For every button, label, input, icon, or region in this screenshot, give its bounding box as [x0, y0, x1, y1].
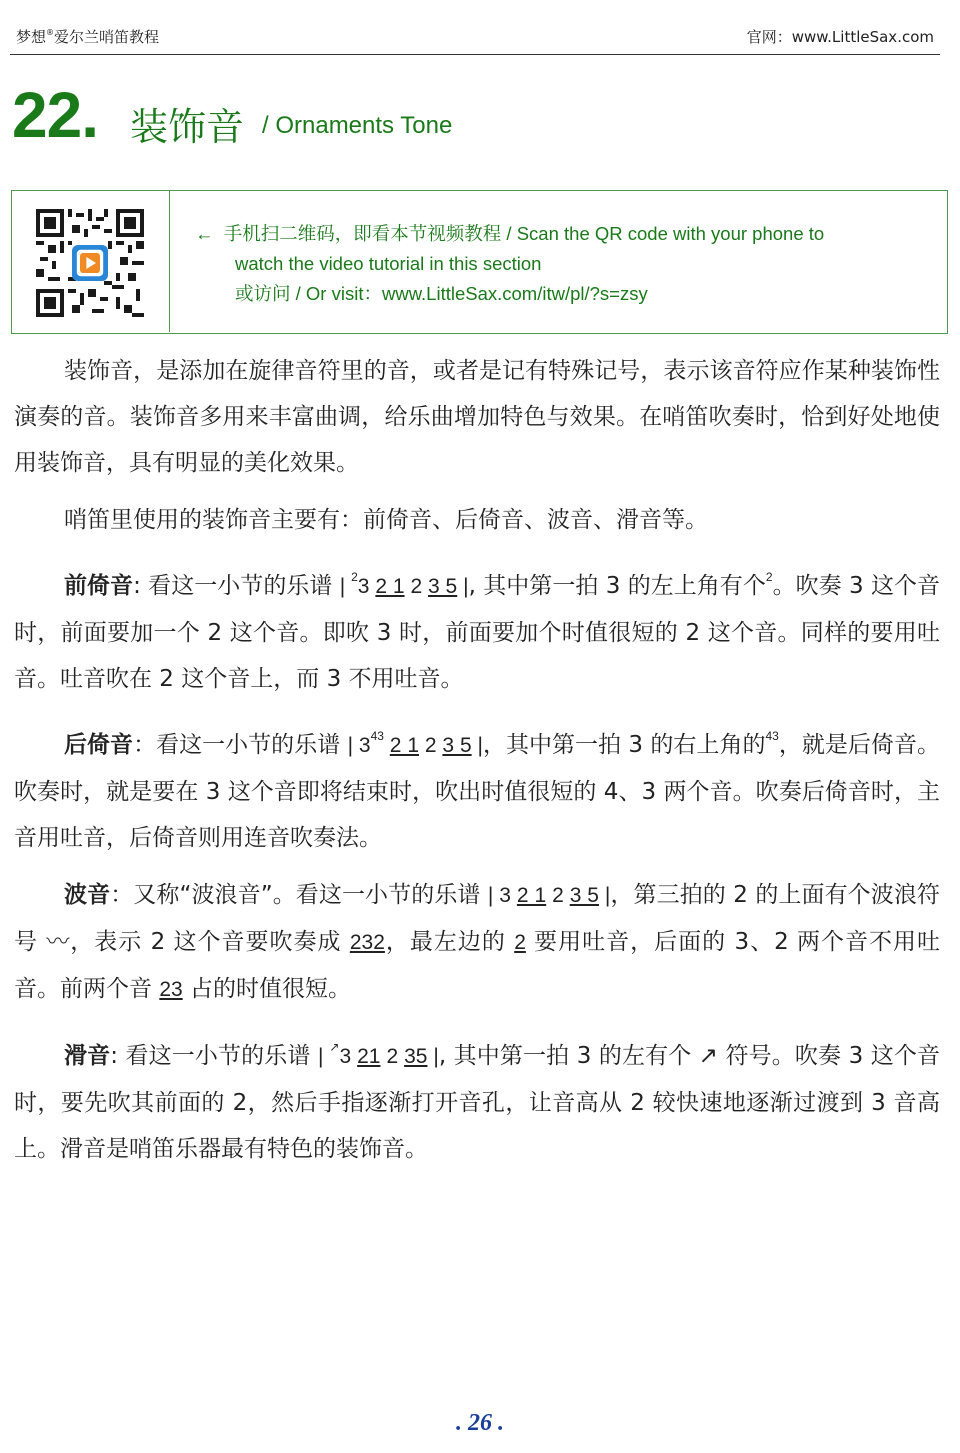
barline: | — [433, 1045, 439, 1068]
note: 2 — [386, 1045, 399, 1068]
note-group: 3 5 — [442, 734, 472, 757]
barline: | — [604, 884, 611, 907]
p6-text-c: 符号。吹奏 3 这个音时，要先吹其前面的 2，然后手指逐渐打开音孔，让音高从 2 较快速地逐渐过渡到 3 音高上。滑音是哨笛乐器最有特色的装饰音。 — [14, 1043, 940, 1162]
p5-text-a: ：又称“波浪音”。看这一小节的乐谱 — [110, 882, 488, 908]
barline: | — [463, 575, 469, 598]
qr-panel — [11, 190, 948, 334]
paragraph-mordent — [14, 872, 940, 1013]
chapter-title-en: / Ornaments Tone — [262, 112, 453, 139]
note: 2 — [514, 931, 526, 954]
grace-mark: 2 — [765, 570, 773, 584]
note: 3 — [358, 734, 371, 757]
barline: | — [487, 884, 494, 907]
p4-text-c: ，就是后倚音。吹奏时，就是要在 3 这个音即将结束时，吹出时值很短的 4、3 两个音。吹奏后倚音时，主音用吐音，后倚音则用连音吹奏法。 — [14, 732, 940, 851]
term-mordent: 波音 — [64, 882, 111, 908]
wave-icon: 〰 — [46, 929, 70, 955]
note-group: 21 — [357, 1045, 381, 1068]
term-glide: 滑音 — [64, 1043, 111, 1069]
note-group: 23 — [159, 978, 183, 1001]
paragraph-appoggiatura — [14, 554, 940, 702]
note-group: 3 5 — [428, 575, 458, 598]
p5-text-e: 要用吐音，后面的 3、2 两个音不用吐音。前两个音 — [14, 929, 941, 1002]
chapter-title — [12, 78, 942, 158]
page-number: . 26 . — [456, 1410, 504, 1436]
p4-text-a: ：看这一小节的乐谱 — [133, 732, 348, 758]
p5-text-d: ，最左边的 — [384, 929, 515, 955]
note: 3 — [339, 1045, 352, 1068]
notation-bar-1 — [339, 570, 469, 598]
qr-line-3[interactable]: 或访问 / Or visit：www.LittleSax.com/itw/pl/?s=zsy — [235, 283, 648, 304]
barline: | — [339, 575, 346, 598]
p3-text-c: 。吹奏 3 这个音时，前面要加一个 2 这个音。即吹 3 时，前面要加个时值很短的 2 这个音。同样的要用吐音。吐音吹在 2 这个音上，而 3 不用吐音。 — [14, 573, 941, 692]
chapter-title-cn: 装饰音 — [130, 105, 245, 149]
qr-instructions — [195, 219, 945, 309]
qr-line-1-text: 手机扫二维码，即看本节视频教程 / Scan the QR code with your phone to — [223, 223, 825, 244]
p5-text-c: ，表示 2 这个音要吹奏成 — [69, 929, 350, 955]
page-header — [10, 22, 940, 55]
note-group: 3 5 — [569, 884, 599, 907]
content-body — [14, 348, 940, 1183]
barline: | — [317, 1045, 324, 1068]
left-arrow-icon: ← — [195, 223, 214, 244]
barline: | — [477, 734, 483, 757]
glide-arrow-icon: ↗ — [698, 1043, 719, 1069]
p4-text-b: ，其中第一拍 3 的右上角的 — [482, 732, 766, 758]
paragraph-intro: 装饰音，是添加在旋律音符里的音，或者是记有特殊记号，表示该音符应作某种装饰性演奏的音。装饰音多用来丰富曲调，给乐曲增加特色与效果。在哨笛吹奏时，恰到好处地使用装饰音，具有明显的美化效果。 — [14, 358, 940, 476]
qr-cell — [12, 191, 170, 332]
paragraph-types: 哨笛里使用的装饰音主要有：前倚音、后倚音、波音、滑音等。 — [64, 507, 708, 533]
note-group: 2 1 — [516, 884, 547, 907]
qr-line-2: watch the video tutorial in this section — [235, 253, 542, 274]
brand-title — [16, 26, 159, 47]
qr-line-1 — [195, 219, 945, 249]
notation-bar-3 — [488, 884, 610, 907]
note: 2 — [424, 734, 437, 757]
note-group: 2 1 — [389, 734, 420, 757]
grace-note: 43 — [370, 729, 384, 743]
p3-text-a: : 看这一小节的乐谱 — [133, 573, 340, 599]
note: 3 — [357, 575, 370, 598]
brand-prefix: 梦想 — [16, 28, 47, 46]
p3-text-b: , 其中第一拍 3 的左上角有个 — [468, 573, 766, 599]
note: 2 — [410, 575, 423, 598]
p5-text-f: 占的时值很短。 — [182, 976, 351, 1002]
slide-arrow-icon: ↗ — [329, 1040, 340, 1054]
barline: | — [347, 734, 354, 757]
paragraph-after-grace — [14, 713, 940, 861]
note-group: 35 — [404, 1045, 428, 1068]
registered-mark: ® — [46, 28, 55, 37]
note-group: 2 1 — [375, 575, 405, 598]
term-appoggiatura: 前倚音 — [64, 573, 134, 599]
site-url[interactable]: 官网：www.LittleSax.com — [746, 28, 934, 46]
notation-bar-2 — [347, 729, 483, 757]
note: 2 — [552, 884, 564, 907]
p6-text-a: : 看这一小节的乐谱 — [110, 1043, 318, 1069]
brand-suffix: 爱尔兰哨笛教程 — [54, 28, 160, 46]
grace-note: 2 — [351, 570, 358, 584]
qr-code-icon[interactable] — [36, 209, 144, 317]
chapter-number: 22. — [12, 79, 98, 151]
term-after-grace: 后倚音 — [64, 732, 134, 758]
note: 3 — [499, 884, 511, 907]
p6-text-b: , 其中第一拍 3 的左有个 — [438, 1043, 699, 1069]
paragraph-glide — [14, 1024, 940, 1172]
notation-bar-4 — [317, 1040, 439, 1068]
grace-mark: 43 — [765, 729, 779, 743]
p5-text-b: ，第三拍的 2 的上面有个波浪符号 — [14, 882, 940, 955]
note-group: 232 — [349, 931, 385, 954]
